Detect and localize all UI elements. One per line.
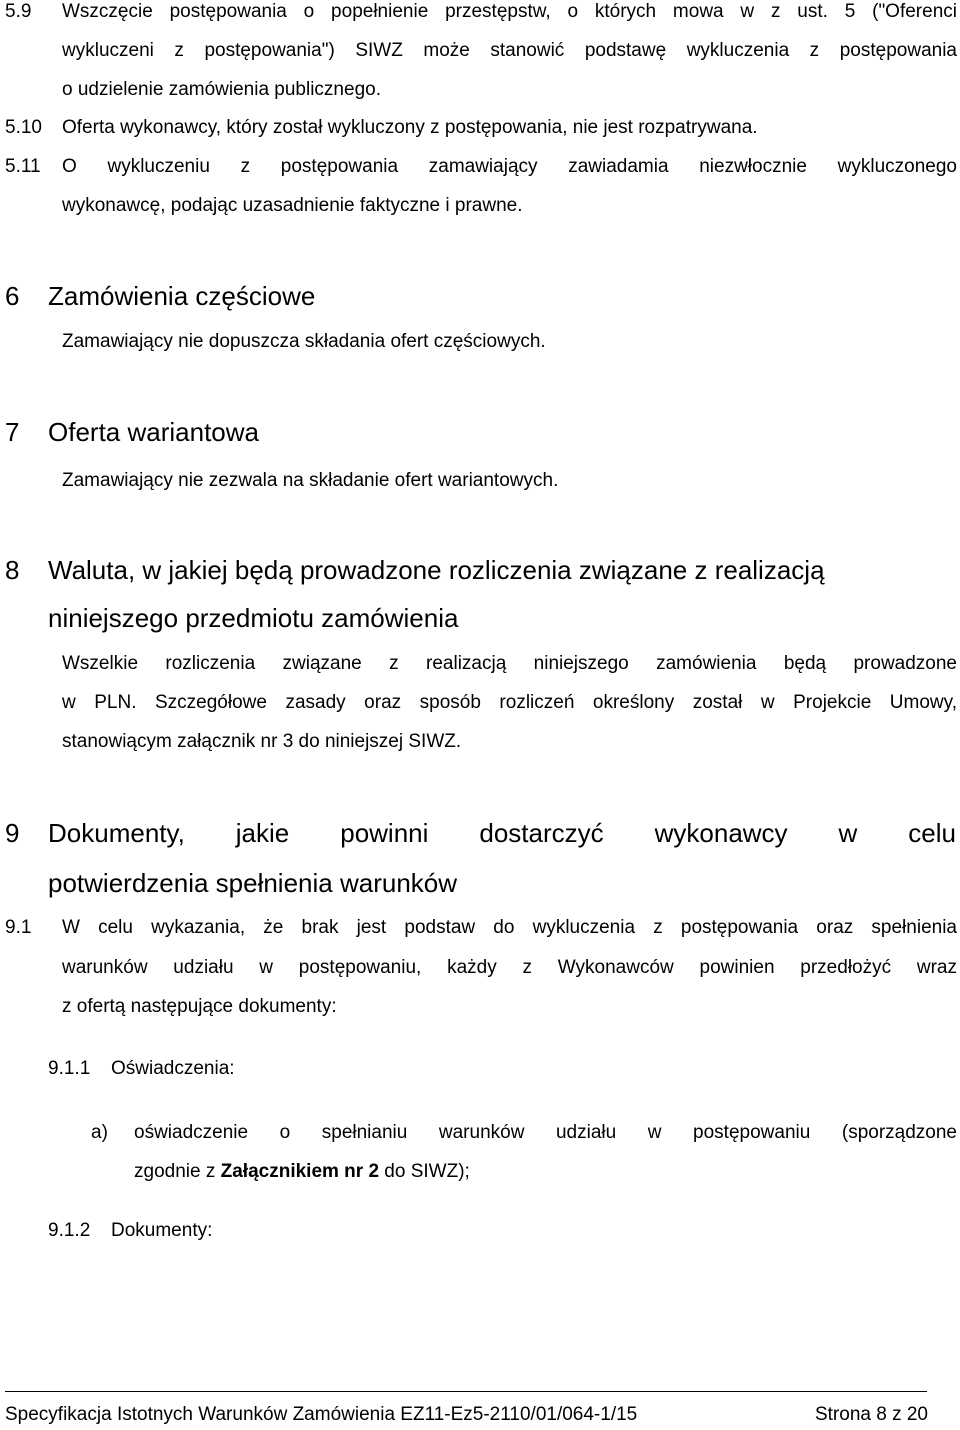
paragraph-line: z ofertą następujące dokumenty: bbox=[62, 996, 337, 1017]
text-fragment: zgodnie z bbox=[134, 1161, 221, 1182]
section-heading: Dokumenty, jakie powinni dostarczyć wykonawcy w celu bbox=[48, 818, 956, 848]
paragraph-line: Oferta wykonawcy, który został wykluczony z postępowania, nie jest rozpatrywana. bbox=[62, 117, 758, 138]
section-number: 9.1.1 bbox=[48, 1058, 91, 1079]
paragraph-line: wykluczeni z postępowania") SIWZ może stanowić podstawę wykluczenia z postępowania bbox=[62, 40, 957, 61]
paragraph-line: o udzielenie zamówienia publicznego. bbox=[62, 79, 381, 100]
section-number: 9.1 bbox=[5, 917, 32, 938]
attachment-reference: Załącznikiem nr 2 bbox=[220, 1161, 380, 1182]
footer-title: Specyfikacja Istotnych Warunków Zamówienia EZ11-Ez5-2110/01/064-1/15 bbox=[5, 1404, 638, 1425]
section-heading: potwierdzenia spełnienia warunków bbox=[48, 868, 458, 898]
heading-number: 7 bbox=[5, 417, 20, 447]
text-fragment: do SIWZ); bbox=[379, 1161, 470, 1182]
heading-number: 8 bbox=[5, 555, 20, 585]
paragraph-line: warunków udziału w postępowaniu, każdy z Wykonawców powinien przedłożyć wraz bbox=[62, 957, 957, 978]
paragraph-line: Wszczęcie postępowania o popełnienie przestępstw, o których mowa w z ust. 5 ("Oferenci bbox=[62, 1, 957, 22]
paragraph-line: wykonawcę, podając uzasadnienie faktyczne i prawne. bbox=[62, 195, 523, 216]
paragraph-line: O wykluczeniu z postępowania zamawiający zawiadamia niezwłocznie wykluczonego bbox=[62, 156, 957, 177]
subsection-title: Dokumenty: bbox=[111, 1220, 213, 1241]
paragraph-line: W celu wykazania, że brak jest podstaw do wykluczenia z postępowania oraz spełnienia bbox=[62, 917, 957, 938]
section-number: 5.9 bbox=[5, 1, 32, 22]
list-marker: a) bbox=[91, 1122, 108, 1143]
section-heading: Oferta wariantowa bbox=[48, 417, 259, 447]
section-number: 5.10 bbox=[5, 117, 42, 138]
paragraph-line bbox=[134, 1152, 470, 1191]
paragraph-line: Zamawiający nie zezwala na składanie ofert wariantowych. bbox=[62, 470, 559, 491]
paragraph-line: Wszelkie rozliczenia związane z realizacją niniejszego zamówienia będą prowadzone bbox=[62, 653, 957, 674]
section-heading: Waluta, w jakiej będą prowadzone rozliczenia związane z realizacją bbox=[48, 555, 825, 585]
footer-divider bbox=[5, 1391, 927, 1392]
paragraph-line: stanowiącym załącznik nr 3 do niniejszej SIWZ. bbox=[62, 731, 462, 752]
paragraph-line: w PLN. Szczegółowe zasady oraz sposób rozliczeń określony został w Projekcie Umowy, bbox=[62, 692, 957, 713]
heading-number: 6 bbox=[5, 281, 20, 311]
section-heading: Zamówienia częściowe bbox=[48, 281, 316, 311]
paragraph-line: Zamawiający nie dopuszcza składania ofert częściowych. bbox=[62, 331, 546, 352]
paragraph-line: oświadczenie o spełnianiu warunków udziału w postępowaniu (sporządzone bbox=[134, 1122, 957, 1143]
footer-page-number: Strona 8 z 20 bbox=[814, 1404, 928, 1425]
subsection-title: Oświadczenia: bbox=[111, 1058, 235, 1079]
section-number: 5.11 bbox=[5, 156, 41, 177]
section-number: 9.1.2 bbox=[48, 1220, 91, 1241]
section-heading: niniejszego przedmiotu zamówienia bbox=[48, 603, 459, 633]
heading-number: 9 bbox=[5, 818, 20, 848]
